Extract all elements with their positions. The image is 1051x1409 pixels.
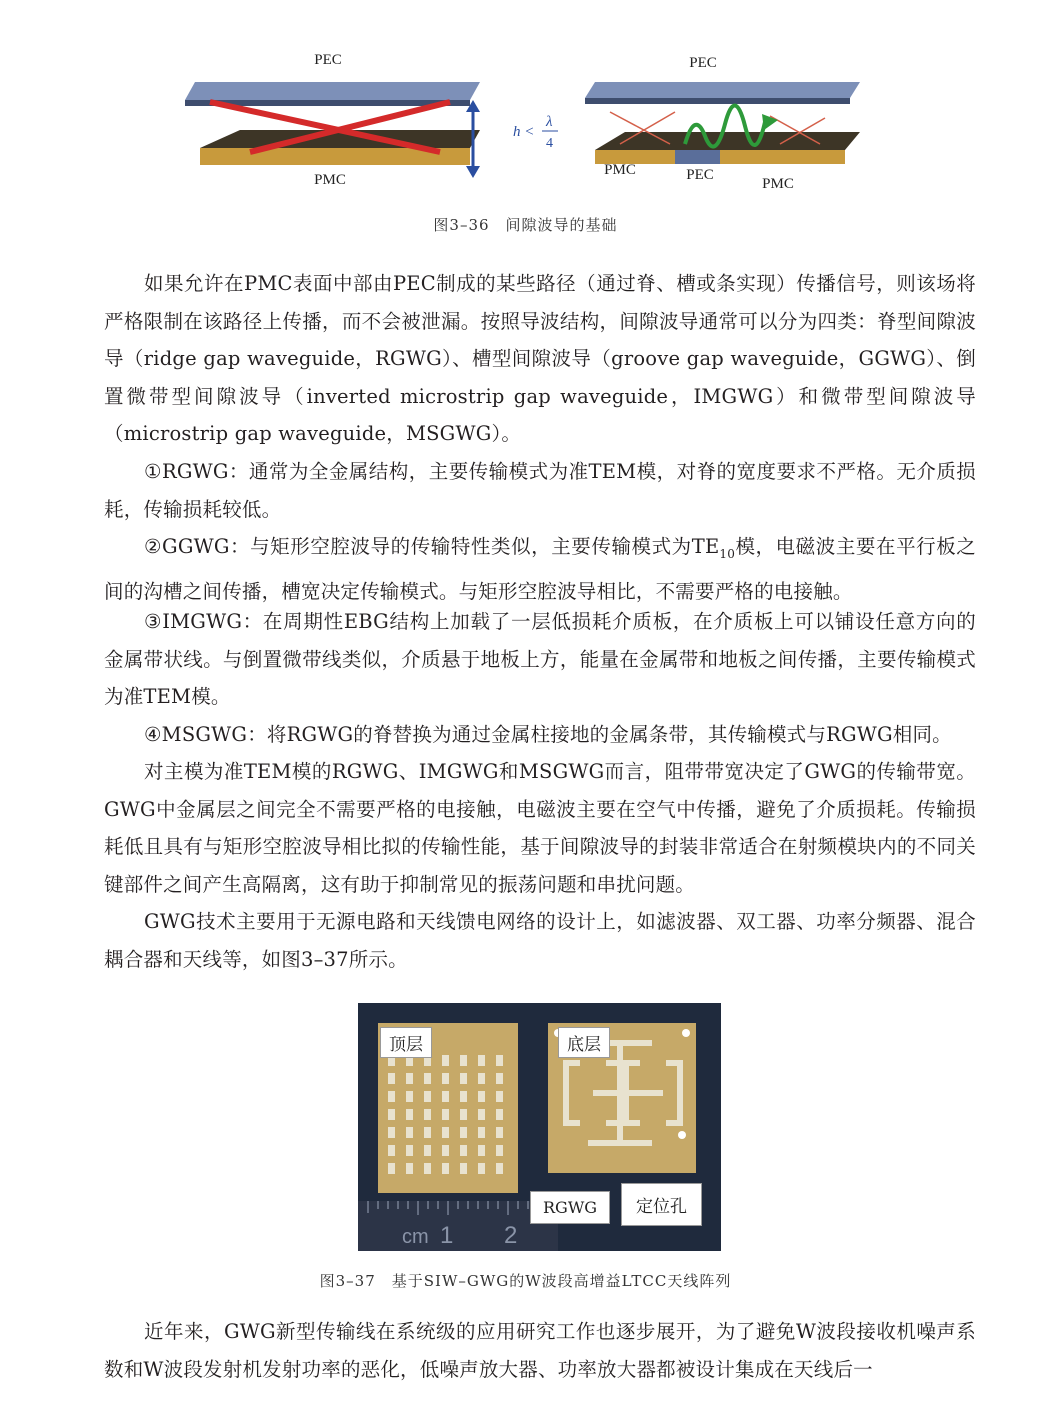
formula-h: h < <box>513 124 535 140</box>
pec-top-plate-left <box>185 82 480 100</box>
pec-strip <box>675 150 720 164</box>
paragraph-msgwg: ④MSGWG：将RGWG的脊替换为通过金属柱接地的金属条带，其传输模式与RGWG相同。 <box>144 723 952 746</box>
ruler-cm-label: cm <box>402 1226 429 1248</box>
positioning-hole-2 <box>682 1029 690 1037</box>
pmc-board-right-b <box>720 150 845 164</box>
label-pec-top-left: PEC <box>314 52 342 68</box>
label-pmc-right-b: PMC <box>762 176 794 192</box>
ruler-mark-1: 1 <box>440 1222 454 1249</box>
paragraph-rgwg: ①RGWG：通常为全金属结构，主要传输模式为准TEM模，对脊的宽度要求不严格。无介质损耗，传输损耗较低。 <box>104 460 976 521</box>
ggwg-text-after: 模，电磁波主要在平行板之间的沟槽之间传播，槽宽决定传输模式。与矩形空腔波导相比，不需要严格的电接触。 <box>104 535 976 604</box>
paragraph-imgwg: ③IMGWG：在周期性EBG结构上加载了一层低损耗介质板，在介质板上可以铺设任意方向的金属带状线。与倒置微带线类似，介质悬于地板上方，能量在金属带和地板之间传播，主要传输模式为准TEM模。 <box>104 610 976 708</box>
arrow-down-icon <box>466 166 480 178</box>
positioning-hole-3 <box>678 1131 686 1139</box>
label-rgwg: RGWG <box>530 1191 610 1224</box>
pec-top-plate-right <box>585 82 860 98</box>
paragraph-recent-research: 近年来，GWG新型传输线在系统级的应用研究工作也逐步展开，为了避免W波段接收机噪声系数和W波段发射机发射功率的恶化，低噪声放大器、功率放大器都被设计集成在天线后一 <box>104 1320 976 1381</box>
label-bottom-layer: 底层 <box>558 1027 610 1058</box>
label-pec-top-right: PEC <box>689 55 717 71</box>
pec-top-plate-right-edge <box>585 98 850 104</box>
paragraph-intro: 如果允许在PMC表面中部由PEC制成的某些路径（通过脊、槽或条实现）传播信号，则该场将严格限制在该路径上传播，而不会被泄漏。按照导波结构，间隙波导通常可以分为四类：脊型间隙波导（ridge gap waveguide，RGWG）、槽型间隙波导（groove gap waveguide，GGWG）、倒置微带型间隙波导（inverted microstrip gap waveguide，IMGWG）和微带型间隙波导（microstrip gap waveguide，MSGWG）。 <box>104 272 976 445</box>
figure-ltcc-antenna-photo <box>358 1003 721 1251</box>
figure-caption-3-36: 图3–36 间隙波导的基础 <box>433 216 618 234</box>
ruler-mark-2: 2 <box>504 1222 518 1249</box>
label-positioning-hole: 定位孔 <box>621 1183 702 1226</box>
paragraph-main-mode: 对主模为准TEM模的RGWG、IMGWG和MSGWG而言，阻带带宽决定了GWG的传输带宽。GWG中金属层之间完全不需要严格的电接触，电磁波主要在空气中传播，避免了介质损耗。传输损耗低且具有与矩形空腔波导相比拟的传输性能，基于间隙波导的封装非常适合在射频模块内的不同关键部件之间产生高隔离，这有助于抑制常见的振荡问题和串扰问题。 <box>104 760 976 896</box>
label-pec-strip: PEC <box>686 167 714 183</box>
label-top-layer: 顶层 <box>380 1027 432 1058</box>
gap-waveguide-diagram <box>180 40 860 215</box>
figure-gap-waveguide-basics <box>180 40 860 215</box>
ggwg-text-before: ②GGWG：与矩形空腔波导的传输特性类似，主要传输模式为TE <box>144 535 720 558</box>
label-pmc-left: PMC <box>314 172 346 188</box>
paragraph-applications: GWG技术主要用于无源电路和天线馈电网络的设计上，如滤波器、双工器、功率分频器、混合耦合器和天线等，如图3–37所示。 <box>104 910 976 971</box>
paragraph-ggwg <box>104 528 976 611</box>
formula-lambda: λ <box>546 114 553 130</box>
label-pmc-right-a: PMC <box>604 162 636 178</box>
figure-caption-3-37: 图3–37 基于SIW–GWG的W波段高增益LTCC天线阵列 <box>319 1272 732 1290</box>
formula-four: 4 <box>546 136 553 151</box>
ggwg-subscript: 10 <box>719 546 736 561</box>
